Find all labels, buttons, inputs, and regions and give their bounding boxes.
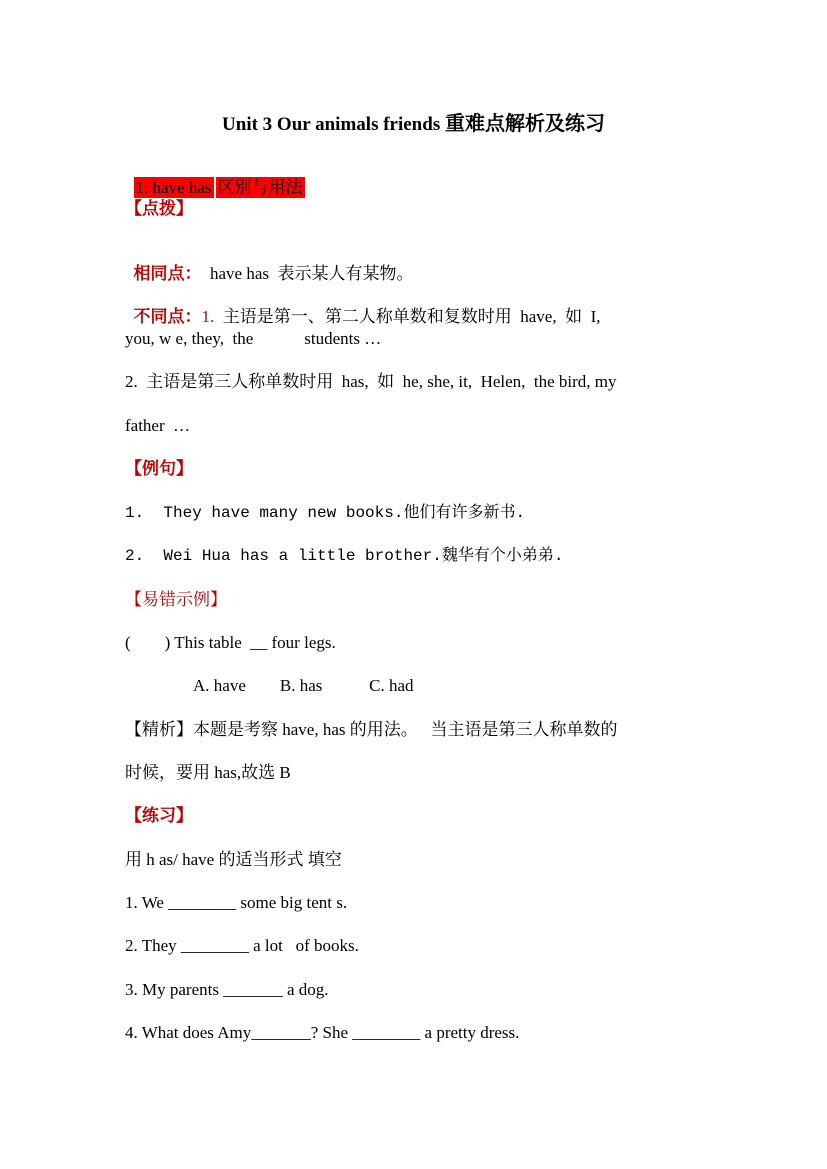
dianbo-label: 【点拨】 <box>125 199 193 218</box>
same-point-text: have has 表示某人有某物。 <box>201 264 414 283</box>
example-1: 1. They have many new books.他们有许多新书. <box>125 504 526 522</box>
error-example-question: ( ) This table __ four legs. <box>125 633 336 652</box>
same-point-label: 相同点： <box>133 264 202 283</box>
diff-point-number: 1. <box>201 307 215 326</box>
practice-question-2: 2. They ________ a lot of books. <box>125 936 359 955</box>
title-english: Unit 3 Our animals friends <box>222 114 441 135</box>
diff-point-text-2: you, w e, they, the students … <box>125 329 382 348</box>
practice-question-4: 4. What does Amy_______? She ________ a pretty dress. <box>125 1023 520 1042</box>
section-heading <box>125 155 305 199</box>
diff-point-text-3: 2. 主语是第三人称单数时用 has, 如 he, she, it, Helen, the bird, my <box>125 372 617 391</box>
analysis-line-1: 【精析】本题是考察 have, has 的用法。 当主语是第三人称单数的 <box>125 720 618 739</box>
diff-point-text-4: father … <box>125 416 191 435</box>
practice-question-1: 1. We ________ some big tent s. <box>125 893 348 912</box>
title-chinese: 重难点解析及练习 <box>444 113 605 135</box>
practice-label: 【练习】 <box>125 806 193 825</box>
error-example-options: A. have B. has C. had <box>193 676 414 695</box>
page-title <box>0 112 827 137</box>
analysis-line-2: 时候，要用 has,故选 B <box>125 763 291 782</box>
same-point <box>125 241 414 285</box>
section-heading-part-a: 1. have has <box>135 178 212 197</box>
diff-point-label: 不同点： <box>133 307 202 326</box>
error-example-label: 【易错示例】 <box>125 590 227 609</box>
section-heading-part-b: 区别与用法 <box>217 178 303 197</box>
diff-point <box>125 284 601 328</box>
diff-point-text-1: 主语是第一、第二人称单数和复数时用 have, 如 I, <box>214 307 601 326</box>
examples-label: 【例句】 <box>125 459 193 478</box>
practice-question-3: 3. My parents _______ a dog. <box>125 980 329 999</box>
example-2: 2. Wei Hua has a little brother.魏华有个小弟弟. <box>125 547 564 565</box>
practice-instruction: 用 h as/ have 的适当形式 填空 <box>125 850 342 869</box>
